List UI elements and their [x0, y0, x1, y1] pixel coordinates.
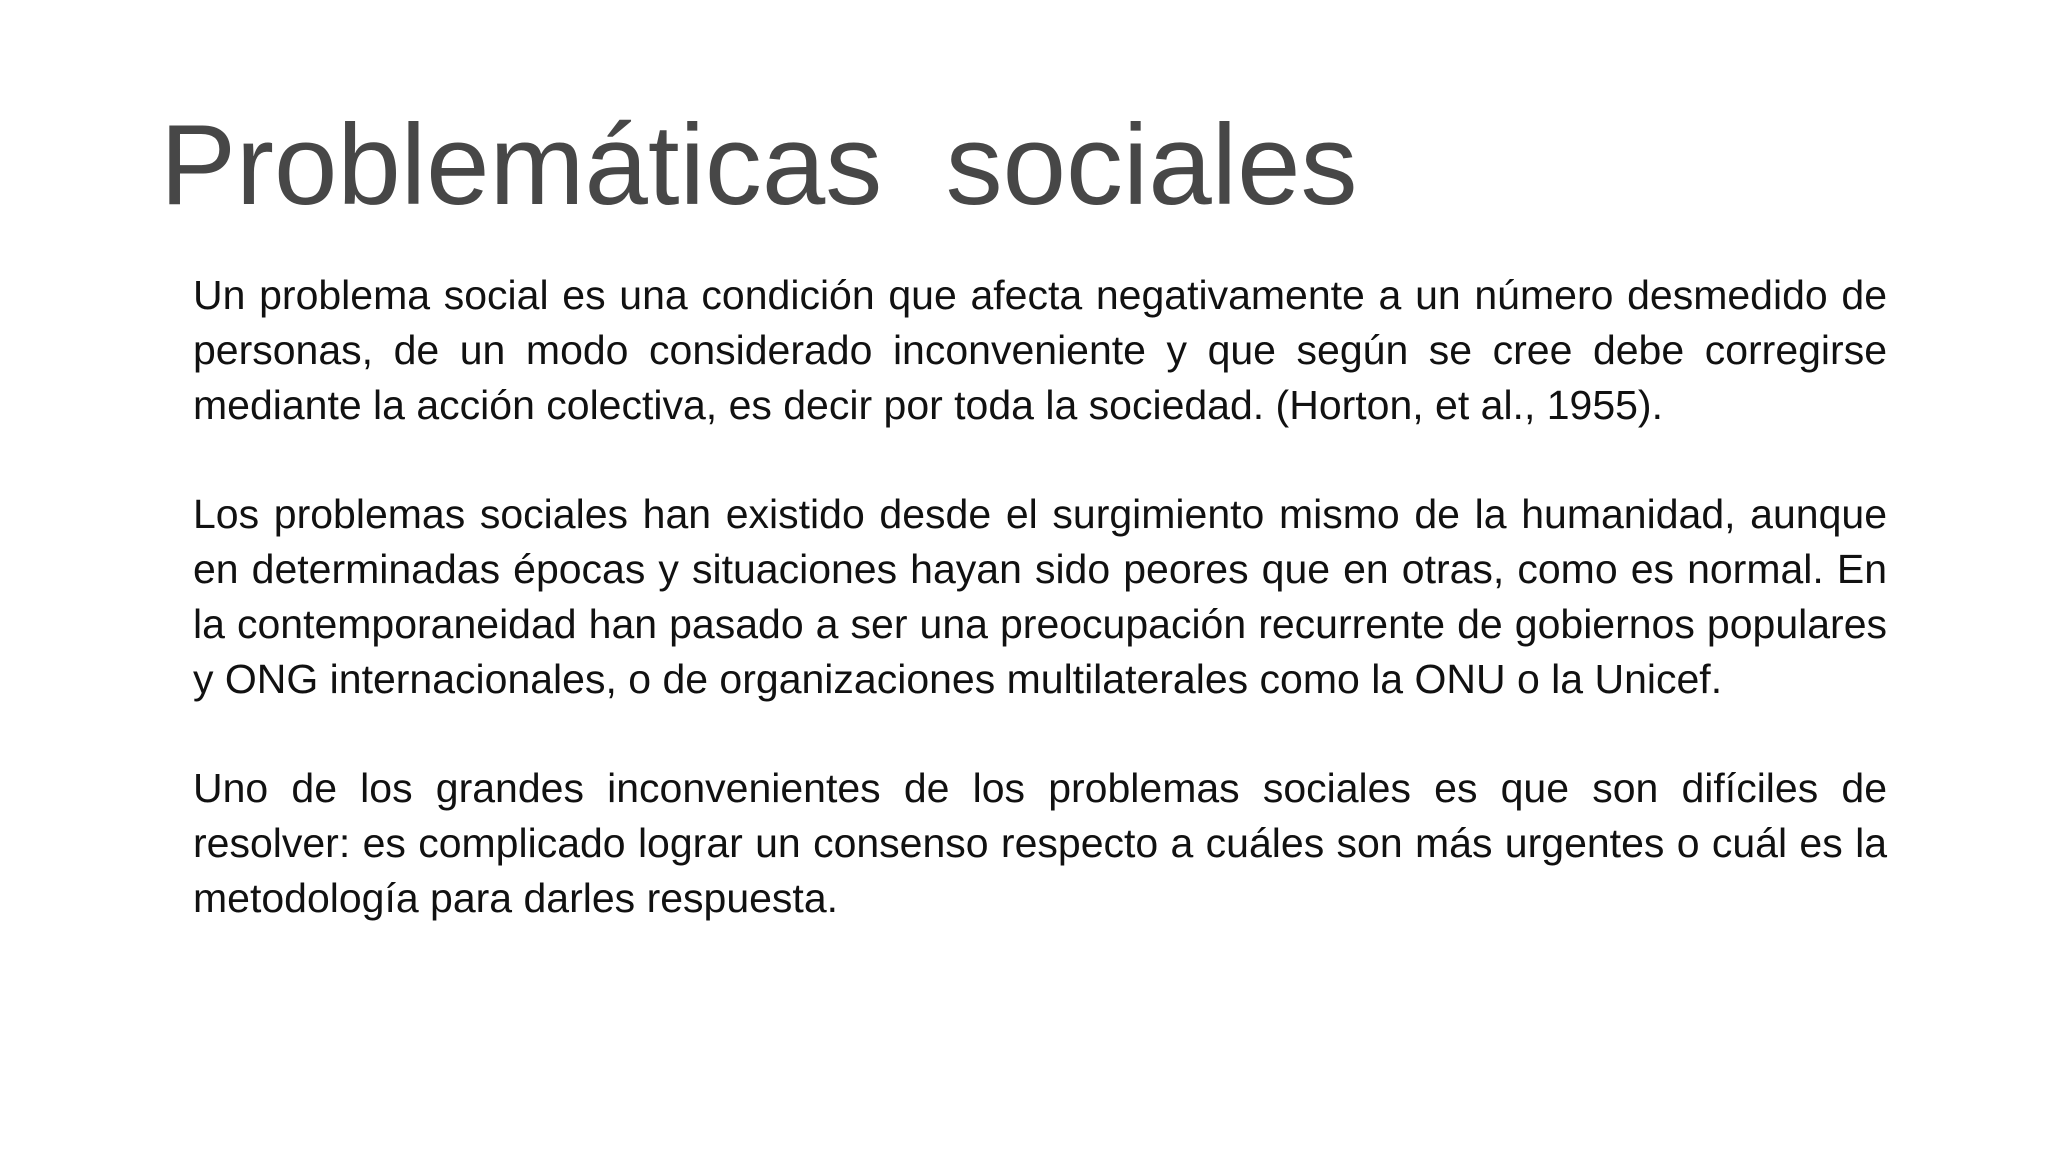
paragraph-definition: Un problema social es una condición que afecta negativamente a un número desmedido de personas, de un modo considerado inconveniente y que según se cree debe corregirse mediante la acción colectiva, es decir por toda la sociedad. (Horton, et al., 1955).	[193, 272, 1887, 428]
slide-body	[193, 268, 1887, 980]
slide-title: Problemáticas sociales	[160, 102, 1358, 229]
paragraph-history: Los problemas sociales han existido desde el surgimiento mismo de la humanidad, aunque en determinadas épocas y situaciones hayan sido peores que en otras, como es normal. En la contemporaneidad han pasado a ser una preocupación recurrente de gobiernos populares y ONG internacionales, o de organizaciones multilaterales como la ONU o la Unicef.	[193, 491, 1887, 702]
paragraph-challenges: Uno de los grandes inconvenientes de los problemas sociales es que son difíciles de resolver: es complicado lograr un consenso respecto a cuáles son más urgentes o cuál es la metodología para darles respuesta.	[193, 765, 1887, 921]
